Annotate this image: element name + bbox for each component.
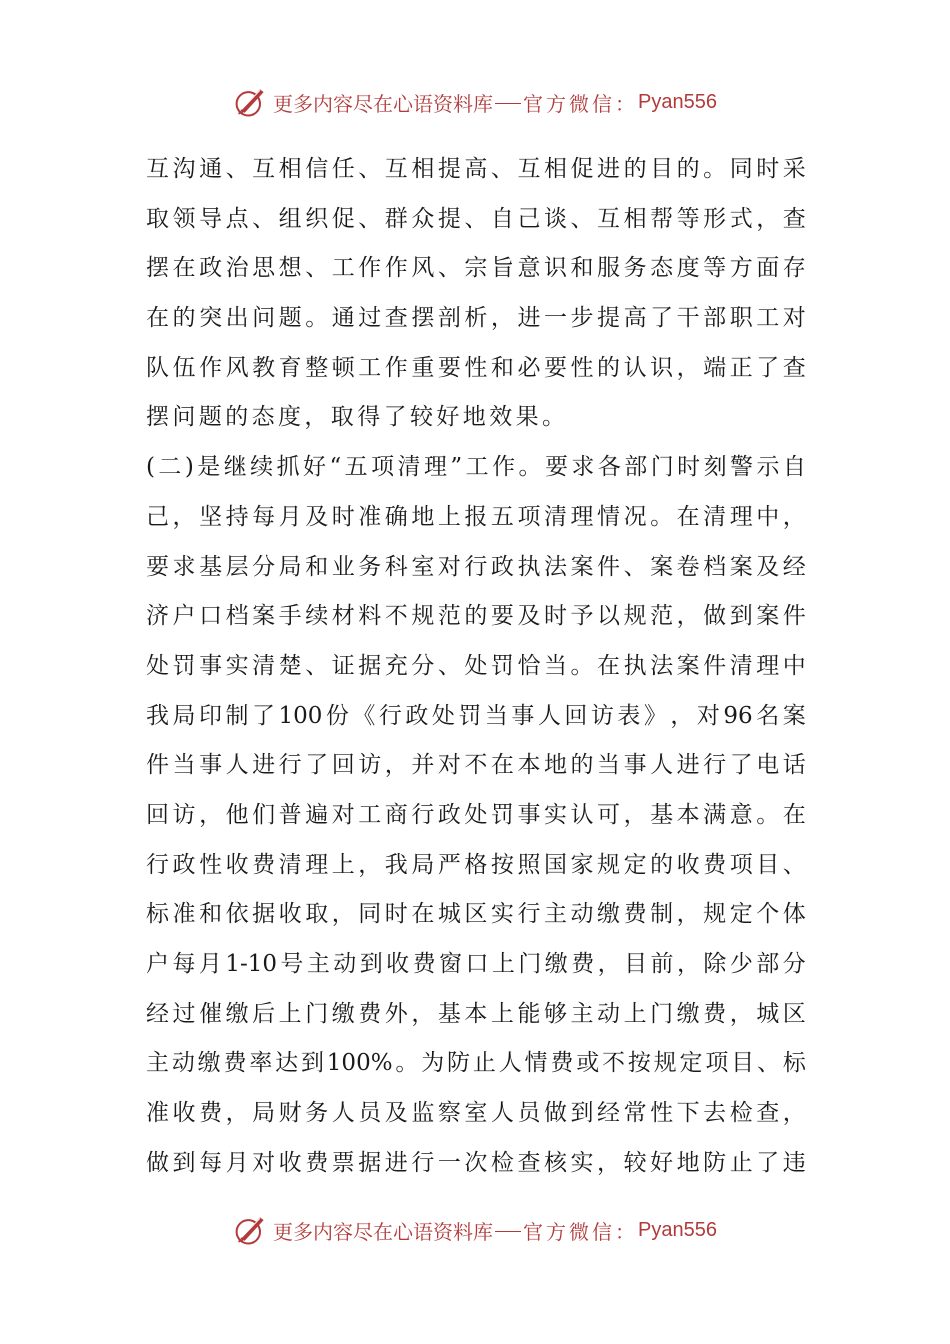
body-line: 主 动 缴 费 率 达 到 100% 。 为 防 止 人 情 费 或 不 按 规 定 项 目 、 标	[146, 1050, 806, 1077]
body-line: 户 每 月 1-10 号 主 动 到 收 费 窗 口 上 门 缴 费 ， 目 前 ， 除 少 部 分	[146, 951, 806, 977]
header-wechat-handle: Pyan556	[638, 90, 717, 113]
footer-banner	[0, 1210, 950, 1250]
header-dash	[495, 103, 521, 104]
footer-dash	[495, 1231, 521, 1232]
body-line: 要 求 基 层 分 局 和 业 务 科 室 对 行 政 执 法 案 件 、 案 卷 档 案 及 经	[146, 553, 806, 580]
document-body	[146, 145, 806, 1188]
footer-title: 更多内容尽在心语资料库	[273, 1219, 494, 1244]
body-line: 行 政 性 收 费 清 理 上 ， 我 局 严 格 按 照 国 家 规 定 的 收 费 项 目 、	[146, 851, 806, 878]
body-line: 我 局 印 制 了 100 份 《 行 政 处 罚 当 事 人 回 访 表 》 ， 对 96 名 案	[146, 702, 806, 729]
body-line: 经 过 催 缴 后 上 门 缴 费 外 ， 基 本 上 能 够 主 动 上 门 缴 费 ， 城 区	[146, 1000, 806, 1027]
header-title: 更多内容尽在心语资料库	[273, 91, 494, 116]
body-line: 件 当 事 人 进 行 了 回 访 ， 并 对 不 在 本 地 的 当 事 人 进 行 了 电 话	[146, 752, 806, 779]
body-line: 互 沟 通 、 互 相 信 任 、 互 相 提 高 、 互 相 促 进 的 目 的 。 同 时 采	[146, 156, 806, 182]
body-line: 做 到 每 月 对 收 费 票 据 进 行 一 次 检 查 核 实 ， 较 好 地 防 止 了 违	[146, 1149, 806, 1176]
body-line: 处 罚 事 实 清 楚 、 证 据 充 分 、 处 罚 恰 当 。 在 执 法 案 件 清 理 中	[146, 652, 806, 679]
body-line: 在 的 突 出 问 题 。 通 过 查 摆 剖 析 ， 进 一 步 提 高 了 干 部 职 工 对	[146, 305, 806, 332]
body-line: 济 户 口 档 案 手 续 材 料 不 规 范 的 要 及 时 予 以 规 范 ， 做 到 案 件	[146, 603, 806, 630]
body-line: 取 领 导 点 、 组 织 促 、 群 众 提 、 自 己 谈 、 互 相 帮 等 形 式 ， 查	[146, 205, 806, 232]
body-line: ( 二 ) 是 继 续 抓 好 “ 五 项 清 理 ” 工 作 。 要 求 各 部 门 时 刻 警 示 自	[146, 454, 806, 481]
body-line: 己 ， 坚 持 每 月 及 时 准 确 地 上 报 五 项 清 理 情 况 。 在 清 理 中 ，	[146, 503, 806, 530]
body-line: 摆问题的态度，取得了较好地效果。	[146, 404, 569, 431]
body-line: 队 伍 作 风 教 育 整 顿 工 作 重 要 性 和 必 要 性 的 认 识 ， 端 正 了 查	[146, 354, 806, 381]
header-banner	[0, 82, 950, 122]
footer-wechat-handle: Pyan556	[638, 1218, 717, 1241]
body-line: 准 收 费 ， 局 财 务 人 员 及 监 察 室 人 员 做 到 经 常 性 下 去 检 查 ，	[146, 1100, 806, 1127]
header-wechat-label: 官方微信：	[523, 91, 639, 116]
quill-logo-icon	[233, 1212, 269, 1248]
body-line: 标 准 和 依 据 收 取 ， 同 时 在 城 区 实 行 主 动 缴 费 制 ， 规 定 个 体	[146, 901, 806, 928]
body-line: 摆 在 政 治 思 想 、 工 作 作 风 、 宗 旨 意 识 和 服 务 态 度 等 方 面 存	[146, 255, 806, 282]
footer-wechat-label: 官方微信：	[523, 1219, 639, 1244]
quill-logo-icon	[233, 84, 269, 120]
body-line: 回 访 ， 他 们 普 遍 对 工 商 行 政 处 罚 事 实 认 可 ， 基 本 满 意 。 在	[146, 801, 806, 828]
